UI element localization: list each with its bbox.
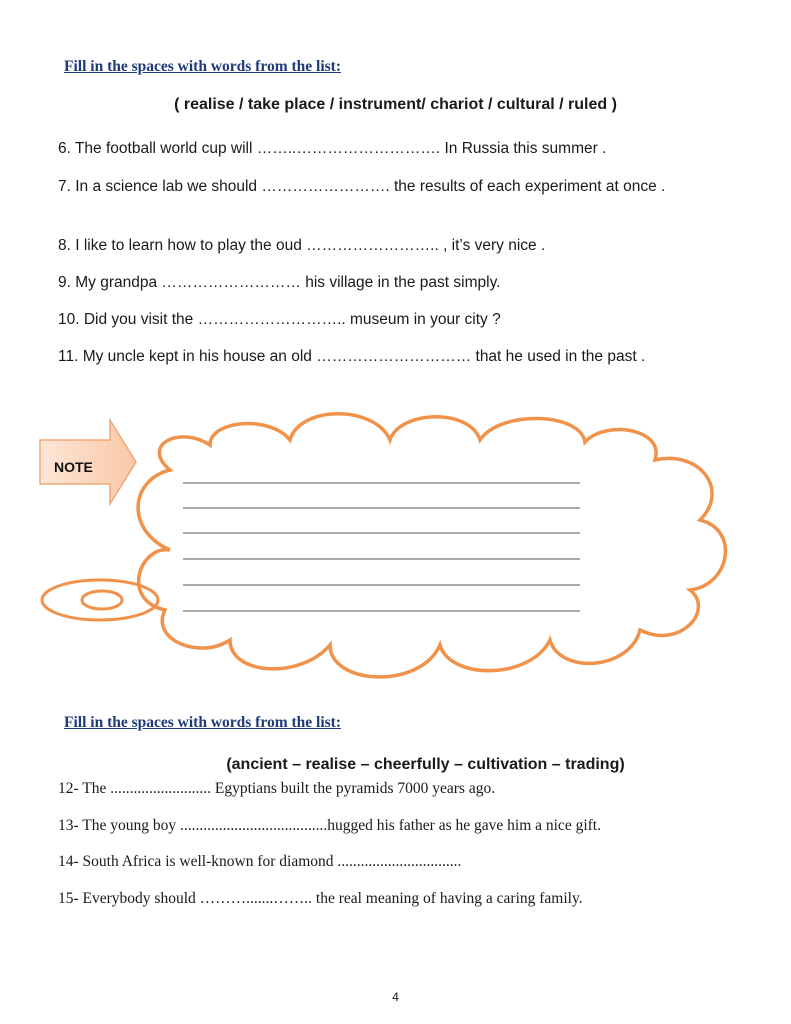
question-6: 6. The football world cup will ……..………………………. In Russia this summer . <box>58 140 607 157</box>
section1-word-list: ( realise / take place / instrument/ chariot / cultural / ruled ) <box>174 96 617 113</box>
question-11: 11. My uncle kept in his house an old ………………………… that he used in the past . <box>58 348 646 365</box>
page-number: 4 <box>392 990 399 1004</box>
question-7: 7. In a science lab we should ……………………. the results of each experiment at once . <box>58 178 666 195</box>
thought-cloud-icon <box>138 414 725 677</box>
note-label: NOTE <box>54 459 93 475</box>
question-12: 12- The .......................... Egyptians built the pyramids 7000 years ago. <box>58 780 496 797</box>
question-13: 13- The young boy ......................................hugged his father as he gave him a nice gift. <box>58 817 601 834</box>
thought-bubble-outer-icon <box>42 580 158 620</box>
question-10: 10. Did you visit the ……………………….. museum in your city ? <box>58 311 501 328</box>
section2-word-list: (ancient – realise – cheerfully – cultivation – trading) <box>226 756 625 773</box>
question-14: 14- South Africa is well-known for diamond ................................ <box>58 853 462 870</box>
question-8: 8. I like to learn how to play the oud …………………….. , it’s very nice . <box>58 237 546 254</box>
section1-heading: Fill in the spaces with words from the list: <box>64 58 341 75</box>
question-9: 9. My grandpa ……………………… his village in the past simply. <box>58 274 501 291</box>
thought-bubble-inner-icon <box>82 591 122 609</box>
note-writing-lines <box>183 483 580 611</box>
question-15: 15- Everybody should ……….......…….. the real meaning of having a caring family. <box>58 890 583 907</box>
section2-heading: Fill in the spaces with words from the list: <box>64 714 341 731</box>
